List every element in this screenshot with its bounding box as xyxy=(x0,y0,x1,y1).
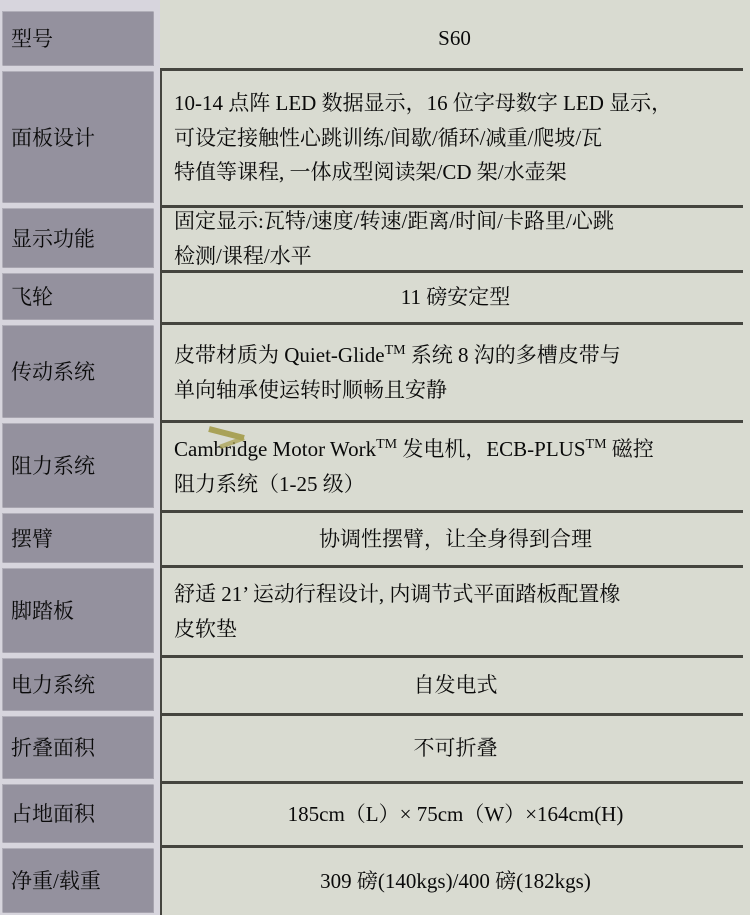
spec-label-cell xyxy=(0,8,160,68)
spec-value-cell xyxy=(160,8,743,68)
text-segment: 185cm（L）× 75cm（W）×164cm(H) xyxy=(287,802,624,827)
spec-value-cell xyxy=(160,845,743,915)
text-segment: 发电机，ECB-PLUS xyxy=(397,436,586,461)
spec-label-cell xyxy=(0,68,160,205)
text-segment: 皮带材质为 Quiet-Glide xyxy=(174,342,385,367)
spec-label: 电力系统 xyxy=(2,658,154,711)
spec-row xyxy=(0,713,750,781)
spec-row xyxy=(0,322,750,420)
spec-row xyxy=(0,205,750,270)
text-segment: 固定显示:瓦特/速度/转速/距离/时间/卡路里/心跳 xyxy=(174,209,614,234)
text-segment: 阻力系统（1-25 级） xyxy=(174,471,365,496)
spec-value-cell xyxy=(160,270,743,322)
spec-value xyxy=(174,577,620,646)
text-segment: Cambridge Motor Work xyxy=(174,436,377,461)
spec-value xyxy=(174,204,614,273)
spec-row xyxy=(0,655,750,713)
spec-row xyxy=(0,68,750,205)
spec-row xyxy=(0,781,750,845)
text-segment: 单向轴承使运转时顺畅且安静 xyxy=(174,377,447,402)
trademark-superscript: TM xyxy=(585,436,607,452)
text-segment: 系统 8 沟的多槽皮带与 xyxy=(405,342,621,367)
spec-label-cell xyxy=(0,845,160,915)
spec-value-cell xyxy=(160,68,743,205)
spec-value xyxy=(401,280,510,315)
spec-label: 摆臂 xyxy=(2,513,154,563)
spec-label-cell xyxy=(0,781,160,845)
text-segment: 10-14 点阵 LED 数据显示，16 位字母数字 LED 显示， xyxy=(174,91,673,116)
spec-label-cell xyxy=(0,420,160,510)
text-segment: 协调性摆臂，让全身得到合理 xyxy=(319,526,592,551)
spec-label-cell xyxy=(0,565,160,655)
text-segment: 特值等课程, 一体成型阅读架/CD 架/水壶架 xyxy=(174,160,567,185)
spec-value-cell xyxy=(160,205,743,270)
spec-value-cell xyxy=(160,565,743,655)
text-segment: 11 磅安定型 xyxy=(400,285,511,310)
text-segment: 自发电式 xyxy=(413,673,498,698)
spec-label: 传动系统 xyxy=(2,325,154,418)
spec-value xyxy=(414,731,498,766)
spec-value xyxy=(319,522,592,557)
spec-label: 净重/载重 xyxy=(2,848,154,913)
spec-row xyxy=(0,510,750,565)
spec-value xyxy=(174,86,672,190)
spec-label: 占地面积 xyxy=(2,784,154,843)
spec-label-cell xyxy=(0,270,160,322)
spec-label-cell xyxy=(0,713,160,781)
trademark-superscript: TM xyxy=(376,436,398,452)
spec-label-cell xyxy=(0,510,160,565)
spec-label-cell xyxy=(0,322,160,420)
text-segment: 309 磅(140kgs)/400 磅(182kgs) xyxy=(320,869,591,894)
text-segment: 磁控 xyxy=(606,436,654,461)
text-segment: 检测/课程/水平 xyxy=(174,244,312,268)
spec-value-cell xyxy=(160,510,743,565)
spec-value-cell xyxy=(160,655,743,713)
text-segment: 舒适 21’ 运动行程设计, 内调节式平面踏板配置橡 xyxy=(174,581,621,606)
spec-label-cell xyxy=(0,205,160,270)
text-segment: 可设定接触性心跳训练/间歇/循环/减重/爬坡/瓦 xyxy=(174,125,603,150)
spec-label: 折叠面积 xyxy=(2,716,154,779)
spec-row xyxy=(0,270,750,322)
spec-label: 飞轮 xyxy=(2,273,154,320)
spec-label-cell xyxy=(0,655,160,713)
spec-row xyxy=(0,8,750,68)
text-segment: 皮软垫 xyxy=(174,616,237,641)
spec-row xyxy=(0,845,750,915)
spec-value-cell xyxy=(160,781,743,845)
spec-label: 型号 xyxy=(2,11,154,66)
spec-value xyxy=(414,668,498,703)
spec-value-cell xyxy=(160,713,743,781)
spec-label: 显示功能 xyxy=(2,208,154,268)
spec-value xyxy=(320,864,591,899)
text-segment: 不可折叠 xyxy=(413,736,498,761)
spec-label: 面板设计 xyxy=(2,71,154,203)
spec-value xyxy=(174,432,654,501)
spec-label: 阻力系统 xyxy=(2,423,154,508)
trademark-superscript: TM xyxy=(384,342,406,358)
spec-label: 脚踏板 xyxy=(2,568,154,653)
spec-value-cell xyxy=(160,420,743,510)
text-segment: S60 xyxy=(438,25,471,50)
spec-value xyxy=(438,21,471,56)
spec-row xyxy=(0,565,750,655)
spec-row xyxy=(0,420,750,510)
spec-value xyxy=(174,338,621,407)
spec-value xyxy=(288,797,624,832)
spec-value-cell xyxy=(160,322,743,420)
